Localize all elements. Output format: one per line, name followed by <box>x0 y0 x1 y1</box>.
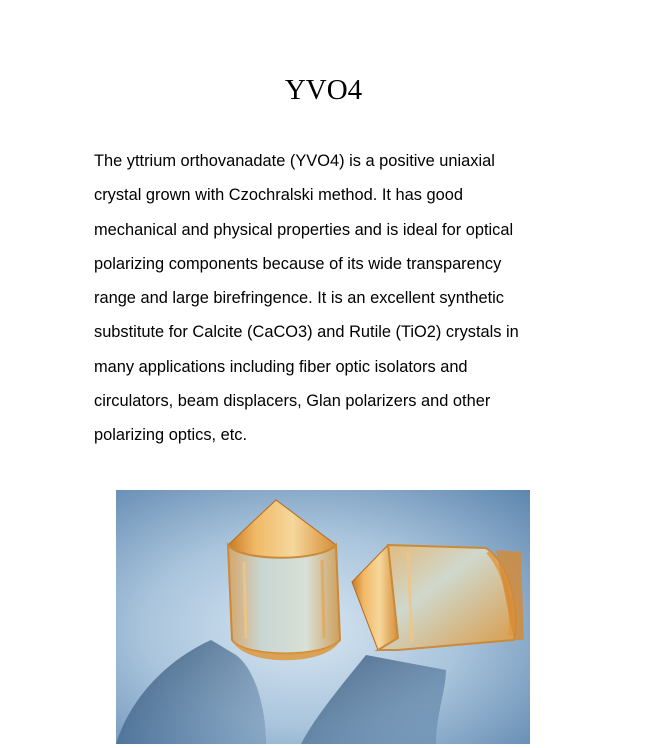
description-paragraph <box>94 144 564 453</box>
paragraph-line: polarizing components because of its wide transparency <box>94 254 502 273</box>
paragraph-line: crystal grown with Czochralski method. It has good <box>94 186 463 205</box>
paragraph-line: circulators, beam displacers, Glan polarizers and other <box>94 392 491 411</box>
paragraph-line: many applications including fiber optic isolators and <box>94 357 468 376</box>
crystal-photo <box>116 490 530 744</box>
paragraph-line: mechanical and physical properties and is ideal for optical <box>94 220 514 239</box>
paragraph-line: polarizing optics, etc. <box>94 426 248 445</box>
paragraph-line: The yttrium orthovanadate (YVO4) is a positive uniaxial <box>94 152 495 170</box>
paragraph-line: range and large birefringence. It is an excellent synthetic <box>94 289 505 308</box>
page-title: YVO4 <box>284 74 363 106</box>
paragraph-line: substitute for Calcite (CaCO3) and Rutile (TiO2) crystals in <box>94 323 519 342</box>
